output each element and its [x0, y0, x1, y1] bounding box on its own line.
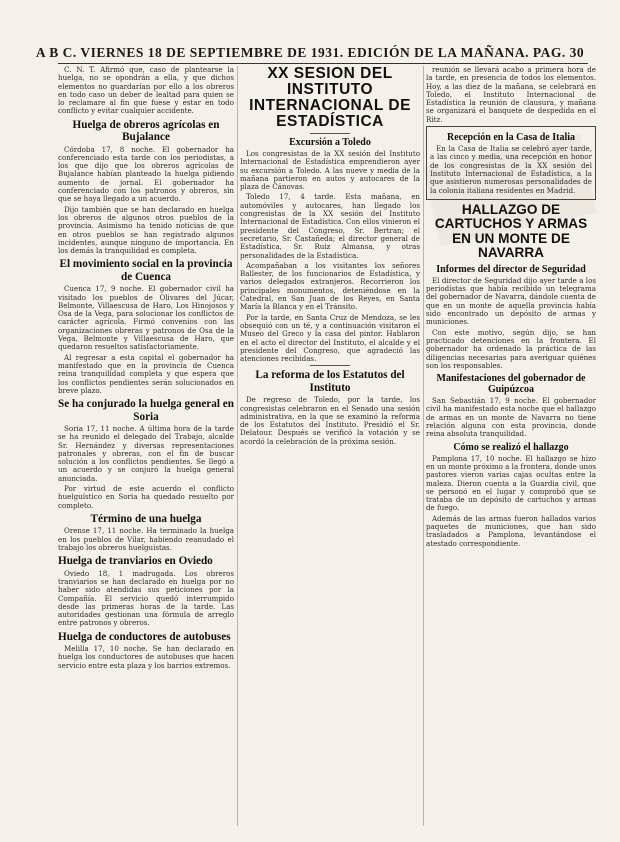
headline: Cómo se realizó el hallazgo	[453, 441, 569, 453]
article-paragraph: Por virtud de este acuerdo el conflicto huelguístico en Soria ha quedado resuelto por completo.	[58, 484, 234, 510]
article-paragraph: En la Casa de Italia se celebró ayer tarde, a las cinco y media, una recepción en honor de los congresistas de la XX sesión del Instituto Internacional de Estadística, a la que asistieron numerosas personalidades de la colonia italiana residentes en Madrid.	[430, 144, 592, 195]
headline: Huelga de tranviarios en Oviedo	[58, 555, 213, 568]
headline: Informes del director de Seguridad	[436, 263, 586, 275]
boxed-article	[426, 126, 596, 200]
article-paragraph: Al regresar a esta capital el gobernador ha manifestado que en la provincia de Cuenca reina tranquilidad completa y que espera que los conflictos pendientes serán solucionados en breve plazo.	[58, 352, 234, 395]
big-headline: HALLAZGO DE CARTUCHOS Y ARMAS EN UN MONTE DE NAVARRA	[434, 201, 588, 261]
article-paragraph: Oviedo 18, 1 madrugada. Los obreros tranviarios se han declarado en huelga por no haber sido atendidas sus peticiones por la Compañía. El servicio quedó interrumpido desde las primeras horas de la tarde. Las autoridades gestionan una fórmula de arreglo entre patronos y obreros.	[58, 568, 234, 628]
column-intro: reunión se llevará acabo a primera hora de la tarde, en presencia de todos los elementos. Hoy, a las diez de la mañana, se celebrará en Toledo, el Instituto Internacional de Estadística la reunión de clausura, y mañana se organizará el banquete de despedida en el Ritz.	[426, 66, 596, 124]
article-paragraph: Melilla 17, 10 noche. Se han declarado en huelga los conductores de autobuses que hacen servicio entre esta plaza y los barrios extremos.	[58, 644, 234, 670]
article-paragraph: El director de Seguridad dijo ayer tarde a los periodistas que había recibido un telegrama del gobernador de Navarra, dándole cuenta de que en un monte de aquella provincia había sido encontrado un depósito de armas y municiones.	[426, 275, 596, 327]
divider	[310, 133, 350, 134]
headline: Término de una huelga	[90, 512, 202, 525]
column-intro: C. N. T. Afirmó que, caso de plantearse la huelga, no se opondrán a ella, y que dichos elementos no guardarían por ello a los obreros en todo caso un deber de lealtad para quien se lo reclamare al fin que fuese y estar en todo conflicto y evitar cualquier accidente.	[58, 66, 234, 116]
headline: Recepción en la Casa de Italia	[446, 132, 576, 144]
article-paragraph: Acompañaban a los visitantes los señores Ballester, de los funcionarios de Estadística, y varios delegados extranjeros. Recorrieron los principales monumentos, deteniéndose en la Catedral, en San Juan de los Reyes, en Santa María la Blanca y en el Tránsito.	[240, 260, 420, 312]
masthead: A B C. VIERNES 18 DE SEPTIEMBRE DE 1931. EDICIÓN DE LA MAÑANA. PAG. 30	[35, 45, 585, 60]
article-paragraph: Con este motivo, según dijo, se han practicado detenciones en la frontera. El gobernador ha ordenado la práctica de las diligencias necesarias para averiguar quiénes son los responsables.	[426, 327, 596, 370]
headline: La reforma de los Estatutos del Instituto	[255, 369, 405, 394]
article-paragraph: Toledo 17, 4 tarde. Esta mañana, en automóviles y autocares, han llegado los congresistas de la XX sesión del Instituto Internacional de Estadística. Con ellos vinieron el presidente del Congreso, Sr. Bertran; el secretario, Sr. Castañeda; el director general de Estadística, Sr. Ruiz Almansa, y otras personalidades de la Estadística.	[240, 192, 420, 260]
article-paragraph: Soria 17, 11 noche. A última hora de la tarde se ha reunido el delegado del Trabajo, alcalde Sr. Hernández y diversas representaciones patronales y obreras, con el fin de buscar solución a los conflictos pendientes. Se llegó a un acuerdo y se conjuró la huelga general anunciada.	[58, 423, 234, 483]
article-paragraph: Por la tarde, en Santa Cruz de Mendoza, se les obsequió con un té, y a continuación visitaron el Museo del Greco y la casa del pintor. Hablaron en el acto el director del Instituto, el alcalde y el presidente del Congreso, que agradeció las atenciones recibidas.	[240, 312, 420, 364]
column-center	[240, 66, 420, 826]
headline: Se ha conjurado la huelga general en Soria	[58, 398, 234, 423]
article-paragraph: Cuenca 17, 9 noche. El gobernador civil ha visitado los pueblos de Olivares del Júcar, Belmonte, Villaescusa de Haro, Los Hinojosos y Osa de la Vega, para solucionar los conflictos de carácter agrícola. Firmó convenios con las organizaciones obreras y patronos de Osa de la Vega, Belmonte y Villaescusa de Haro, que quedaron resueltos satisfactoriamente.	[58, 284, 234, 352]
divider	[310, 365, 350, 366]
article-paragraph: Orense 17, 11 noche. Ha terminado la huelga en los pueblos de Vilar, habiendo reanudado el trabajo los obreros huelguistas.	[58, 526, 234, 552]
column-left	[58, 66, 234, 826]
article-paragraph: Pamplona 17, 10 noche. El hallazgo se hizo en un monte próximo a la frontera, donde unos pastores vieron varias cajas ocultas entre la maleza. Dieron cuenta a la Guardia civil, que se personó en el lugar y comprobó que se trataba de un depósito de cartuchos y armas de fuego.	[426, 453, 596, 513]
headline: Excursión a Toledo	[289, 137, 371, 148]
column-right	[426, 66, 596, 826]
headline: Huelga de obreros agrícolas en Bujalance	[72, 118, 220, 144]
article-paragraph: Además de las armas fueron hallados varios paquetes de municiones, que han sido trasladados a Pamplona, levantándose el atestado correspondiente.	[426, 513, 596, 548]
headline: Manifestaciones del gobernador de Guipúzcoa	[436, 373, 586, 396]
article-paragraph: San Sebastián 17, 9 noche. El gobernador civil ha manifestado esta noche que el hallazgo de armas en un monte de Navarra no tiene relación alguna con esta provincia, donde reina absoluta tranquilidad.	[426, 396, 596, 439]
article-paragraph: Córdoba 17, 8 noche. El gobernador ha conferenciado esta tarde con los periodistas, a los que dijo que los obreros agrícolas de Bujalance habían planteado la huelga pidiendo aumento de jornal. El gobernador ha conferenciado con los patronos y obreros, sin que se haya llegado a un acuerdo.	[58, 144, 234, 204]
article-paragraph: De regreso de Toledo, por la tarde, los congresistas celebraron en el Senado una sesión administrativa, en la que se examinó la reforma de los Estatutos del Instituto. Presidió el Sr. Delatour. Después se verificó la votación y se acordó la celebración de la próxima sesión.	[240, 395, 420, 446]
section-title: XX SESIÓN DEL INSTITUTO INTERNACIONAL DE ESTADÍSTICA	[249, 66, 411, 130]
headline: Huelga de conductores de autobuses	[58, 630, 231, 643]
headline: El movimiento social en la provincia de Cuenca	[59, 258, 233, 283]
masthead-rule	[58, 63, 588, 64]
article-paragraph: Dijo también que se han declarado en huelga los obreros de algunos otros pueblos de la provincia. Asimismo ha tenido noticias de que en otros pueblos se han registrado algunos incidentes, aunque ninguno de importancia. En los demás la tranquilidad es completa.	[58, 204, 234, 256]
article-paragraph: Los congresistas de la XX sesión del Instituto Internacional de Estadística emprendieron ayer su excursión a Toledo. A las nueve y media de la mañana partieron en autos y autocares de la plaza de Cánovas.	[240, 149, 420, 192]
column-rule	[237, 66, 238, 826]
column-rule	[423, 66, 424, 826]
